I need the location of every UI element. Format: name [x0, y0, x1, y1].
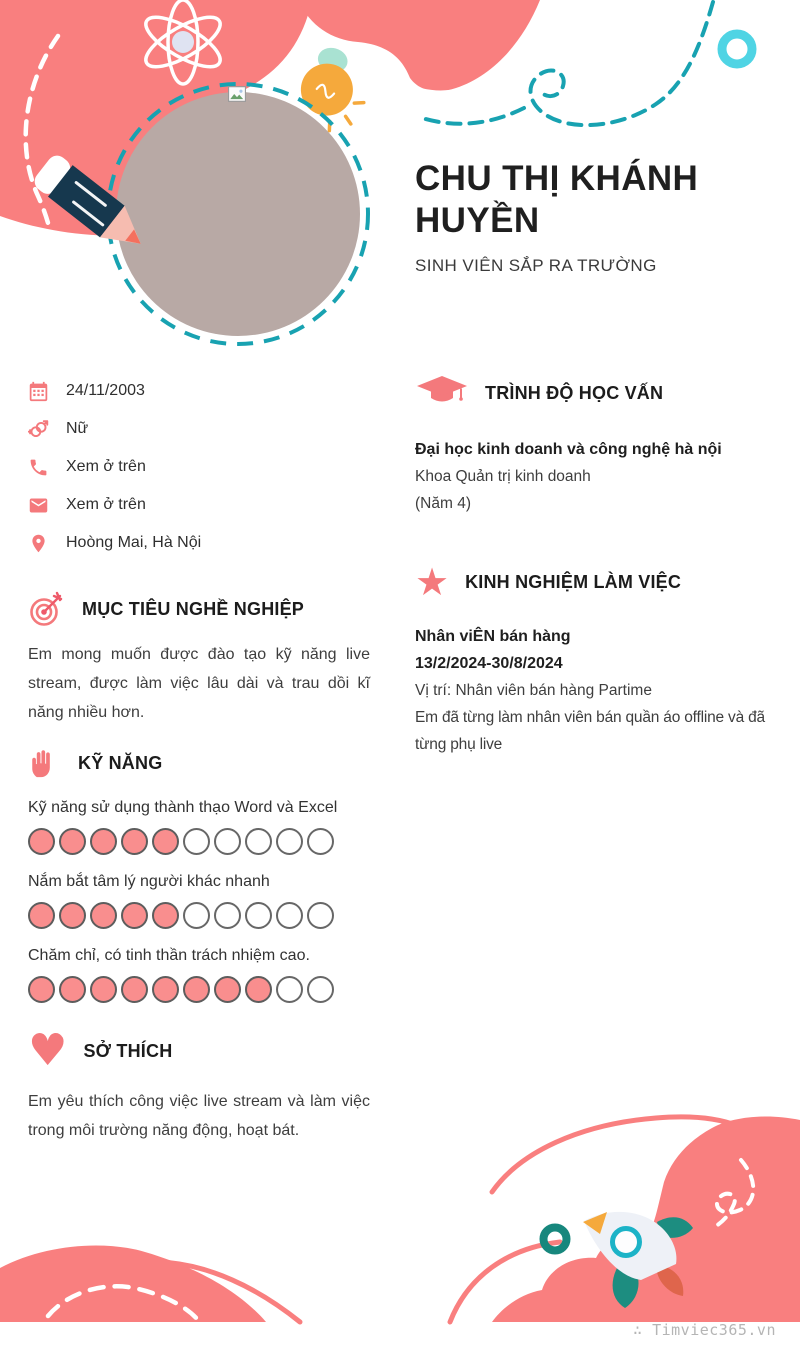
objective-heading: MỤC TIÊU NGHỀ NGHIỆP	[82, 598, 305, 619]
bottom-decoration	[0, 1096, 800, 1346]
skill-item	[28, 947, 380, 1003]
location-icon	[28, 533, 49, 554]
skill-dot	[59, 902, 86, 929]
skill-dot	[276, 976, 303, 1003]
skill-dot	[90, 828, 117, 855]
skill-dot	[152, 902, 179, 929]
skill-dot	[121, 902, 148, 929]
skill-dots	[28, 976, 380, 1003]
skill-item	[28, 799, 380, 855]
target-icon	[28, 590, 66, 628]
contact-row-birthday	[28, 380, 380, 402]
skill-dot	[214, 902, 241, 929]
skill-dot	[152, 976, 179, 1003]
contact-row-phone	[28, 456, 380, 478]
education-entry	[415, 436, 783, 517]
experience-entry	[415, 623, 783, 758]
skill-dot	[28, 828, 55, 855]
education-section-header	[415, 374, 783, 412]
contact-row-address	[28, 532, 380, 554]
skill-dot	[183, 902, 210, 929]
experience-heading: KINH NGHIỆM LÀM VIỆC	[465, 571, 682, 592]
objective-section-header	[28, 590, 380, 628]
skill-dot	[183, 828, 210, 855]
skill-dot	[59, 828, 86, 855]
skill-label: Nắm bắt tâm lý người khác nhanh	[28, 873, 270, 890]
education-school: Đại học kinh doanh và công nghệ hà nội	[415, 441, 722, 458]
objective-text: Em mong muốn được đào tạo kỹ năng live stream, được làm việc lâu dài và trau dồi kĩ năng nhiều hơn.	[28, 646, 370, 721]
skill-dot	[90, 902, 117, 929]
education-faculty: Khoa Quản trị kinh doanh	[415, 468, 591, 485]
dashed-swirl-tail	[422, 108, 524, 124]
hand-icon	[28, 745, 62, 781]
skill-dot	[28, 902, 55, 929]
skill-dot	[28, 976, 55, 1003]
skill-dot	[214, 976, 241, 1003]
left-column	[28, 380, 380, 1145]
skill-dot	[90, 976, 117, 1003]
heart-icon: ♥	[28, 1025, 68, 1076]
experience-section-header	[415, 560, 783, 604]
hobbies-text: Em yêu thích công việc live stream và làm việc trong môi trường năng động, hoạt bát.	[28, 1093, 370, 1139]
skill-dots	[28, 828, 380, 855]
gender-icon	[28, 419, 49, 440]
skill-label: Kỹ năng sử dụng thành thạo Word và Excel	[28, 799, 338, 816]
skills-section-header	[28, 745, 380, 781]
pink-hill-left	[0, 1245, 266, 1322]
skill-item	[28, 873, 380, 929]
dashed-swirl-top-right	[531, 2, 713, 125]
ring-icon-bottom	[544, 1228, 567, 1251]
skill-dot	[152, 828, 179, 855]
skill-dot	[307, 902, 334, 929]
skill-dot	[121, 828, 148, 855]
skill-dot	[276, 902, 303, 929]
email-value: Xem ở trên	[66, 496, 146, 513]
ring-icon-top-right	[722, 34, 752, 64]
skills-heading: KỸ NĂNG	[78, 752, 163, 773]
birthday-value: 24/11/2003	[66, 382, 145, 399]
address-value: Hoòng Mai, Hà Nội	[66, 534, 202, 551]
graduation-cap-icon	[415, 374, 469, 412]
broken-image-icon	[228, 86, 246, 102]
contact-row-email	[28, 494, 380, 516]
calendar-icon	[28, 381, 49, 402]
hobbies-section-header	[28, 1025, 380, 1076]
skill-dot	[245, 902, 272, 929]
skill-dot	[59, 976, 86, 1003]
skill-dot	[276, 828, 303, 855]
contact-row-gender	[28, 418, 380, 440]
skill-dot	[183, 976, 210, 1003]
phone-value: Xem ở trên	[66, 458, 146, 475]
right-column	[415, 374, 783, 758]
hobbies-heading: SỞ THÍCH	[83, 1040, 173, 1061]
candidate-subtitle: SINH VIÊN SẮP RA TRƯỜNG	[415, 256, 657, 275]
photo-placeholder[interactable]	[116, 92, 360, 336]
phone-icon	[28, 457, 49, 478]
experience-description: Em đã từng làm nhân viên bán quần áo offline và đã từng phụ live	[415, 709, 765, 753]
education-heading: TRÌNH ĐỘ HỌC VẤN	[485, 382, 664, 403]
experience-job-title: Nhân viÊN bán hàng	[415, 628, 571, 645]
skill-dots	[28, 902, 380, 929]
skill-dot	[245, 976, 272, 1003]
skill-label: Chăm chỉ, có tinh thần trách nhiệm cao.	[28, 947, 310, 964]
experience-position: Vị trí: Nhân viên bán hàng Partime	[415, 682, 652, 699]
skill-dot	[245, 828, 272, 855]
gender-value: Nữ	[66, 420, 89, 437]
education-year: (Năm 4)	[415, 495, 471, 512]
skill-dot	[307, 828, 334, 855]
name-block	[415, 158, 765, 276]
skill-dot	[121, 976, 148, 1003]
skill-dot	[214, 828, 241, 855]
skill-dot	[307, 976, 334, 1003]
star-icon: ★	[415, 560, 450, 604]
candidate-name: CHU THỊ KHÁNH HUYỀN	[415, 159, 699, 240]
watermark-link[interactable]: ∴ Timviec365.vn	[633, 1321, 776, 1339]
mail-icon	[28, 495, 49, 516]
experience-period: 13/2/2024-30/8/2024	[415, 655, 563, 672]
